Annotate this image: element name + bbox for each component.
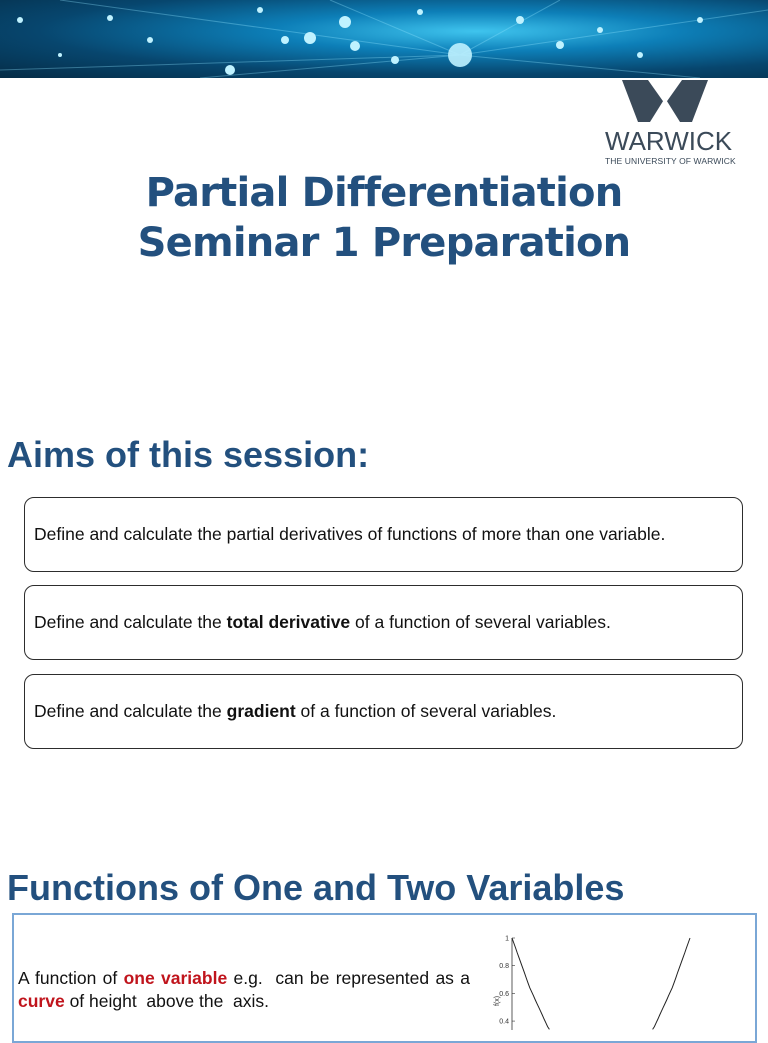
- logo-wordmark: WARWICK: [605, 126, 733, 156]
- warwick-shield-icon: [598, 80, 738, 124]
- functions-heading: Functions of One and Two Variables: [7, 867, 625, 908]
- aim-2-text-post: of a function of several variables.: [350, 612, 611, 632]
- series-line: [512, 938, 549, 1029]
- aim-3-text-bold: gradient: [226, 701, 296, 721]
- functions-text-1: A function of: [18, 968, 124, 988]
- functions-highlight-curve: curve: [18, 991, 65, 1011]
- y-tick-label: 0.6: [499, 990, 509, 998]
- header-banner-image: [0, 0, 768, 78]
- page-title: [0, 168, 768, 268]
- functions-highlight-one-variable: one variable: [123, 968, 228, 988]
- y-tick-label: 0.4: [499, 1018, 509, 1026]
- functions-text-2: e.g. can be represented as a: [227, 968, 475, 988]
- functions-text-3: of height above the axis.: [64, 991, 270, 1011]
- title-line-1: Partial Differentiation: [145, 170, 623, 216]
- aim-2-text-bold: total derivative: [226, 612, 351, 632]
- aim-box-2: [24, 585, 743, 660]
- y-tick-label: 0.8: [499, 963, 509, 971]
- title-line-2: Seminar 1 Preparation: [137, 220, 631, 266]
- warwick-logo: [598, 80, 738, 170]
- logo-subtitle: THE UNIVERSITY OF WARWICK: [605, 156, 736, 166]
- aim-3-text-pre: Define and calculate the: [34, 701, 227, 721]
- function-plot: [490, 930, 710, 1030]
- y-tick-label: 1: [505, 935, 509, 943]
- aim-box-1: [24, 497, 743, 572]
- aim-3-text-post: of a function of several variables.: [295, 701, 557, 721]
- series-line: [653, 938, 690, 1029]
- aims-heading: Aims of this session:: [7, 434, 370, 475]
- functions-description: [18, 967, 475, 1013]
- aim-2-text-pre: Define and calculate the: [34, 612, 227, 632]
- aim-box-3: [24, 674, 743, 749]
- y-axis-label: f(x): [494, 995, 501, 1006]
- aim-1-text: Define and calculate the partial derivatives of functions of more than one variable.: [34, 524, 666, 544]
